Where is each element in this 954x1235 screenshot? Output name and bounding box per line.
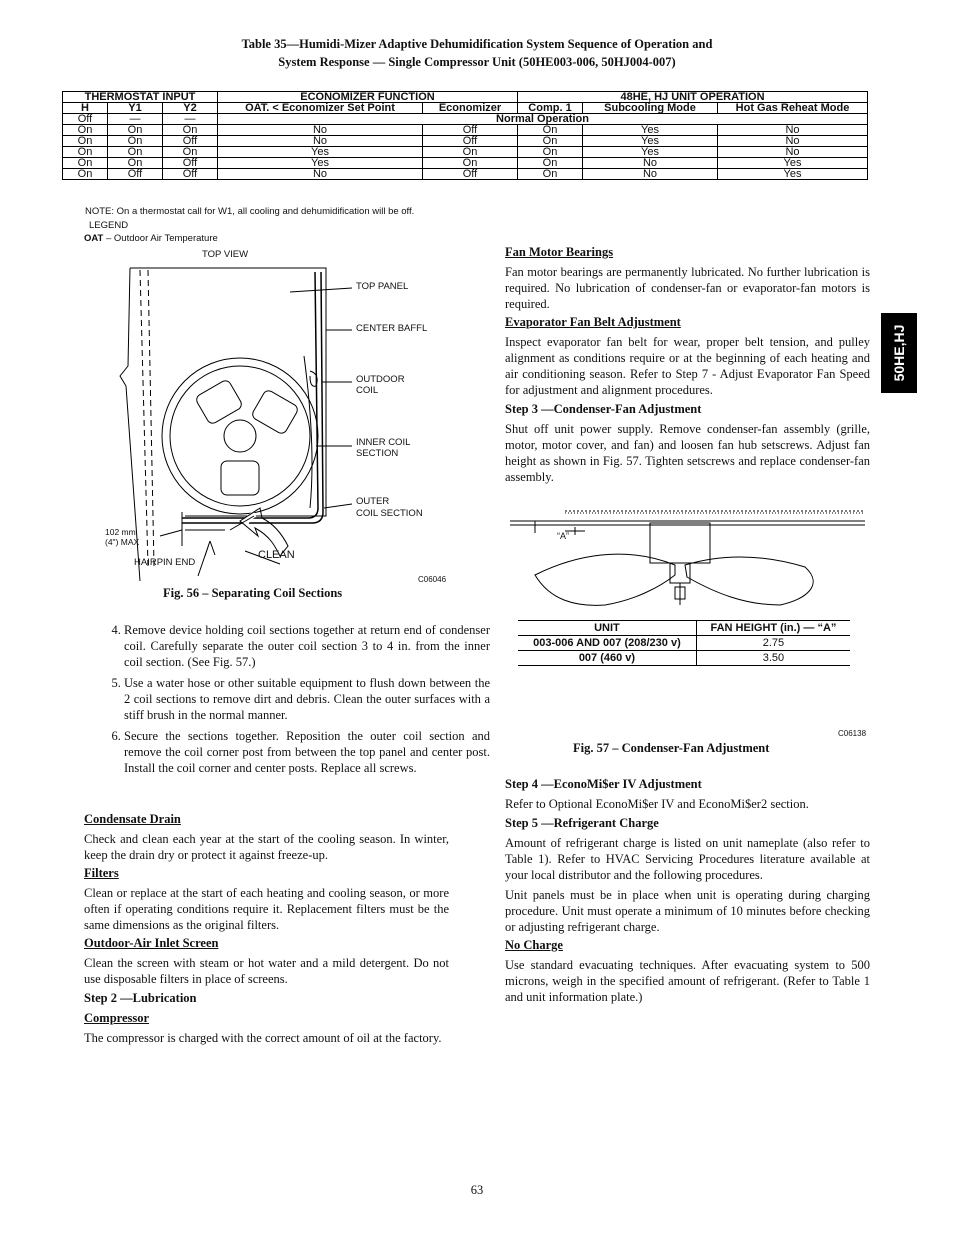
step-heading: Step 2 —Lubrication: [84, 991, 197, 1005]
figure-57-caption: Fig. 57 – Condenser-Fan Adjustment: [573, 741, 770, 755]
table-cell: No: [218, 169, 423, 180]
table-cell: 2.75: [696, 636, 850, 651]
table-cell: Off: [163, 169, 218, 180]
table-cell: —: [108, 114, 163, 125]
table-row: [63, 136, 868, 147]
col-header: UNIT: [518, 621, 696, 636]
side-tab-label: 50HE,HJ: [891, 324, 907, 382]
table-cell: Off: [423, 136, 518, 147]
col-header: Hot Gas Reheat Mode: [718, 103, 868, 114]
table-cell: No: [218, 125, 423, 136]
table-group-header-row: [63, 92, 868, 103]
section-paragraph: Clean the screen with steam or hot water and a mild detergent. Do not use disposable filters in place of screens.: [84, 956, 449, 986]
table-cell: On: [63, 147, 108, 158]
section-heading: Evaporator Fan Belt Adjustment: [505, 315, 681, 329]
label-a-dimension: “A”: [557, 531, 569, 541]
table-cell: On: [518, 147, 583, 158]
right-column-bottom: [505, 777, 870, 1005]
table-cell: Normal Operation: [218, 114, 868, 125]
label-outdoor-coil-2: COIL: [356, 385, 379, 396]
group-header: 48HE, HJ UNIT OPERATION: [518, 92, 868, 103]
label-inner-coil-1: INNER COIL: [356, 437, 411, 448]
legend-entry: [84, 233, 218, 244]
table-row: [518, 636, 850, 651]
table-row: [63, 125, 868, 136]
col-header: Y1: [108, 103, 163, 114]
section-paragraph: Fan motor bearings are permanently lubricated. No further lubrication is required. No lubrication of condenser-fan or evaporator-fan motors is required.: [505, 265, 870, 311]
section-paragraph: Shut off unit power supply. Remove condenser-fan assembly (grille, motor, motor cover, and fan) and loosen fan hub setscrews. Adjust fan height as shown in Fig. 57. Tighten setscrews and replace condenser-fan assembly.: [505, 422, 870, 484]
section-paragraph: The compressor is charged with the correct amount of oil at the factory.: [84, 1031, 442, 1045]
figure-code: C06138: [838, 729, 867, 738]
table-cell: Yes: [718, 169, 868, 180]
table-cell: No: [718, 125, 868, 136]
table-cell: Off: [423, 125, 518, 136]
section-paragraph: Check and clean each year at the start of the cooling season. In winter, keep the drain dry or protect it against freeze-up.: [84, 832, 449, 862]
label-outdoor-coil-1: OUTDOOR: [356, 374, 405, 385]
table-cell: On: [423, 147, 518, 158]
section-heading: Compressor: [84, 1011, 150, 1025]
section-heading: Condensate Drain: [84, 812, 181, 826]
table-cell: On: [63, 169, 108, 180]
figure-56-caption: Fig. 56 – Separating Coil Sections: [163, 586, 343, 600]
section-heading: No Charge: [505, 938, 563, 952]
table-cell: —: [163, 114, 218, 125]
separating-coil-diagram: [90, 246, 450, 591]
legend-abbr: OAT: [84, 233, 104, 244]
right-column-top: [505, 245, 870, 485]
section-heading: Fan Motor Bearings: [505, 245, 614, 259]
table-cell: On: [518, 158, 583, 169]
table-row: [63, 158, 868, 169]
table-cell: Yes: [218, 158, 423, 169]
table-column-header-row: [63, 103, 868, 114]
table-cell: On: [108, 125, 163, 136]
table-cell: 003-006 AND 007 (208/230 v): [518, 636, 696, 651]
label-dimension-mm: 102 mm: [105, 527, 136, 537]
table-cell: On: [63, 136, 108, 147]
table-cell: Off: [108, 169, 163, 180]
table-cell: On: [63, 125, 108, 136]
table-cell: 3.50: [696, 651, 850, 666]
figure-57: [505, 505, 870, 615]
col-header: Subcooling Mode: [583, 103, 718, 114]
section-paragraph: Refer to Optional EconoMi$er IV and EconoMi$er2 section.: [505, 797, 809, 811]
label-center-baffl: CENTER BAFFL: [356, 323, 428, 334]
page-number: 63: [470, 1183, 484, 1197]
label-clean: CLEAN: [258, 549, 295, 561]
table-cell: Yes: [583, 125, 718, 136]
col-header: Y2: [163, 103, 218, 114]
figure-56: [90, 246, 450, 591]
table-cell: Off: [63, 114, 108, 125]
table-cell: On: [163, 147, 218, 158]
condenser-fan-diagram: [505, 505, 870, 615]
section-paragraph: Clean or replace at the start of each heating and cooling season, or more often if operating conditions require it. Replacement filters must be the same dimensions as the original filters.: [84, 886, 449, 932]
table-cell: On: [518, 125, 583, 136]
group-header: ECONOMIZER FUNCTION: [218, 92, 518, 103]
side-tab: [881, 313, 917, 393]
list-item: 6. Secure the sections together. Reposition the outer coil section and remove the coil corner post from between the top panel and center post. Install the coil corner and center posts. Replace all screws.: [124, 728, 490, 776]
label-dimension-in: (4") MAX: [105, 537, 140, 547]
table-row: [63, 114, 868, 125]
section-paragraph: Use standard evacuating techniques. After evacuating system to 500 microns, weigh in the specified amount of refrigerant. (Refer to Table 1 and unit information plate.): [505, 958, 870, 1004]
left-column-sections: [84, 812, 449, 1046]
table-cell: No: [583, 169, 718, 180]
list-item: 5. Use a water hose or other suitable equipment to flush down between the 2 coil sections to remove dirt and debris. Clean the outer surfaces with a stiff brush in the normal manner.: [124, 675, 490, 723]
list-item: 4. Remove device holding coil sections together at return end of condenser coil. Carefully separate the outer coil section 3 to 4 in. from the inner coil section. (See Fig. 57.): [124, 622, 490, 670]
table-cell: On: [108, 158, 163, 169]
col-header: Economizer: [423, 103, 518, 114]
col-header: Comp. 1: [518, 103, 583, 114]
col-header: FAN HEIGHT (in.) — “A”: [696, 621, 850, 636]
group-header: THERMOSTAT INPUT: [63, 92, 218, 103]
label-outer-coil-1: OUTER: [356, 496, 390, 507]
label-outer-coil-2: COIL SECTION: [356, 508, 423, 519]
table-cell: No: [583, 158, 718, 169]
table-cell: On: [518, 169, 583, 180]
table-cell: On: [518, 136, 583, 147]
figure-code: C06046: [418, 575, 447, 584]
table-cell: 007 (460 v): [518, 651, 696, 666]
section-paragraph: Unit panels must be in place when unit is operating during charging procedure. Unit must operate a minimum of 10 minutes before checking or adjusting refrigerant charge.: [505, 888, 870, 934]
table-row: [63, 147, 868, 158]
cleaning-steps-list: [84, 622, 490, 781]
table-cell: On: [63, 158, 108, 169]
table-note: NOTE: On a thermostat call for W1, all cooling and dehumidification will be off.: [85, 206, 415, 217]
col-header: H: [63, 103, 108, 114]
table-cell: On: [163, 125, 218, 136]
table-cell: Yes: [583, 136, 718, 147]
table-cell: On: [108, 136, 163, 147]
step-heading: Step 4 —EconoMi$er IV Adjustment: [505, 777, 702, 791]
table-cell: Off: [163, 158, 218, 169]
section-paragraph: Inspect evaporator fan belt for wear, proper belt tension, and pulley alignment as conditions require or at the beginning of each heating and air conditioning season. Refer to Step 7 - Adjust Evaporator Fan Speed for adjustment and alignment procedures.: [505, 335, 870, 397]
section-heading: Filters: [84, 866, 119, 880]
col-header: OAT. < Economizer Set Point: [218, 103, 423, 114]
table-cell: No: [218, 136, 423, 147]
legend-title: LEGEND: [89, 220, 129, 231]
table-cell: Yes: [583, 147, 718, 158]
table-cell: No: [718, 136, 868, 147]
sequence-table: [62, 91, 868, 180]
label-top-view: TOP VIEW: [202, 249, 249, 260]
table-row: [63, 169, 868, 180]
table-cell: Yes: [718, 158, 868, 169]
section-paragraph: Amount of refrigerant charge is listed on unit nameplate (also refer to Table 1). Refer to HVAC Servicing Procedures literature available at your local distributor and the following procedures.: [505, 836, 870, 882]
label-inner-coil-2: SECTION: [356, 448, 399, 459]
table-title-line2: System Response — Single Compressor Unit (50HE003-006, 50HJ004-007): [278, 55, 676, 69]
table-cell: Off: [423, 169, 518, 180]
label-hairpin-end: HAIRPIN END: [134, 557, 196, 568]
legend-def: – Outdoor Air Temperature: [106, 233, 218, 244]
table-title-line1: Table 35—Humidi-Mizer Adaptive Dehumidification System Sequence of Operation and: [241, 37, 713, 51]
table-cell: On: [423, 158, 518, 169]
table-cell: Off: [163, 136, 218, 147]
label-top-panel: TOP PANEL: [356, 281, 409, 292]
step-heading: Step 5 —Refrigerant Charge: [505, 816, 659, 830]
table-header-row: [518, 621, 850, 636]
table-cell: On: [108, 147, 163, 158]
table-row: [518, 651, 850, 666]
fan-height-table: [518, 620, 850, 666]
table-cell: Yes: [218, 147, 423, 158]
step-heading: Step 3 —Condenser-Fan Adjustment: [505, 402, 702, 416]
table-cell: No: [718, 147, 868, 158]
section-heading: Outdoor-Air Inlet Screen: [84, 936, 219, 950]
